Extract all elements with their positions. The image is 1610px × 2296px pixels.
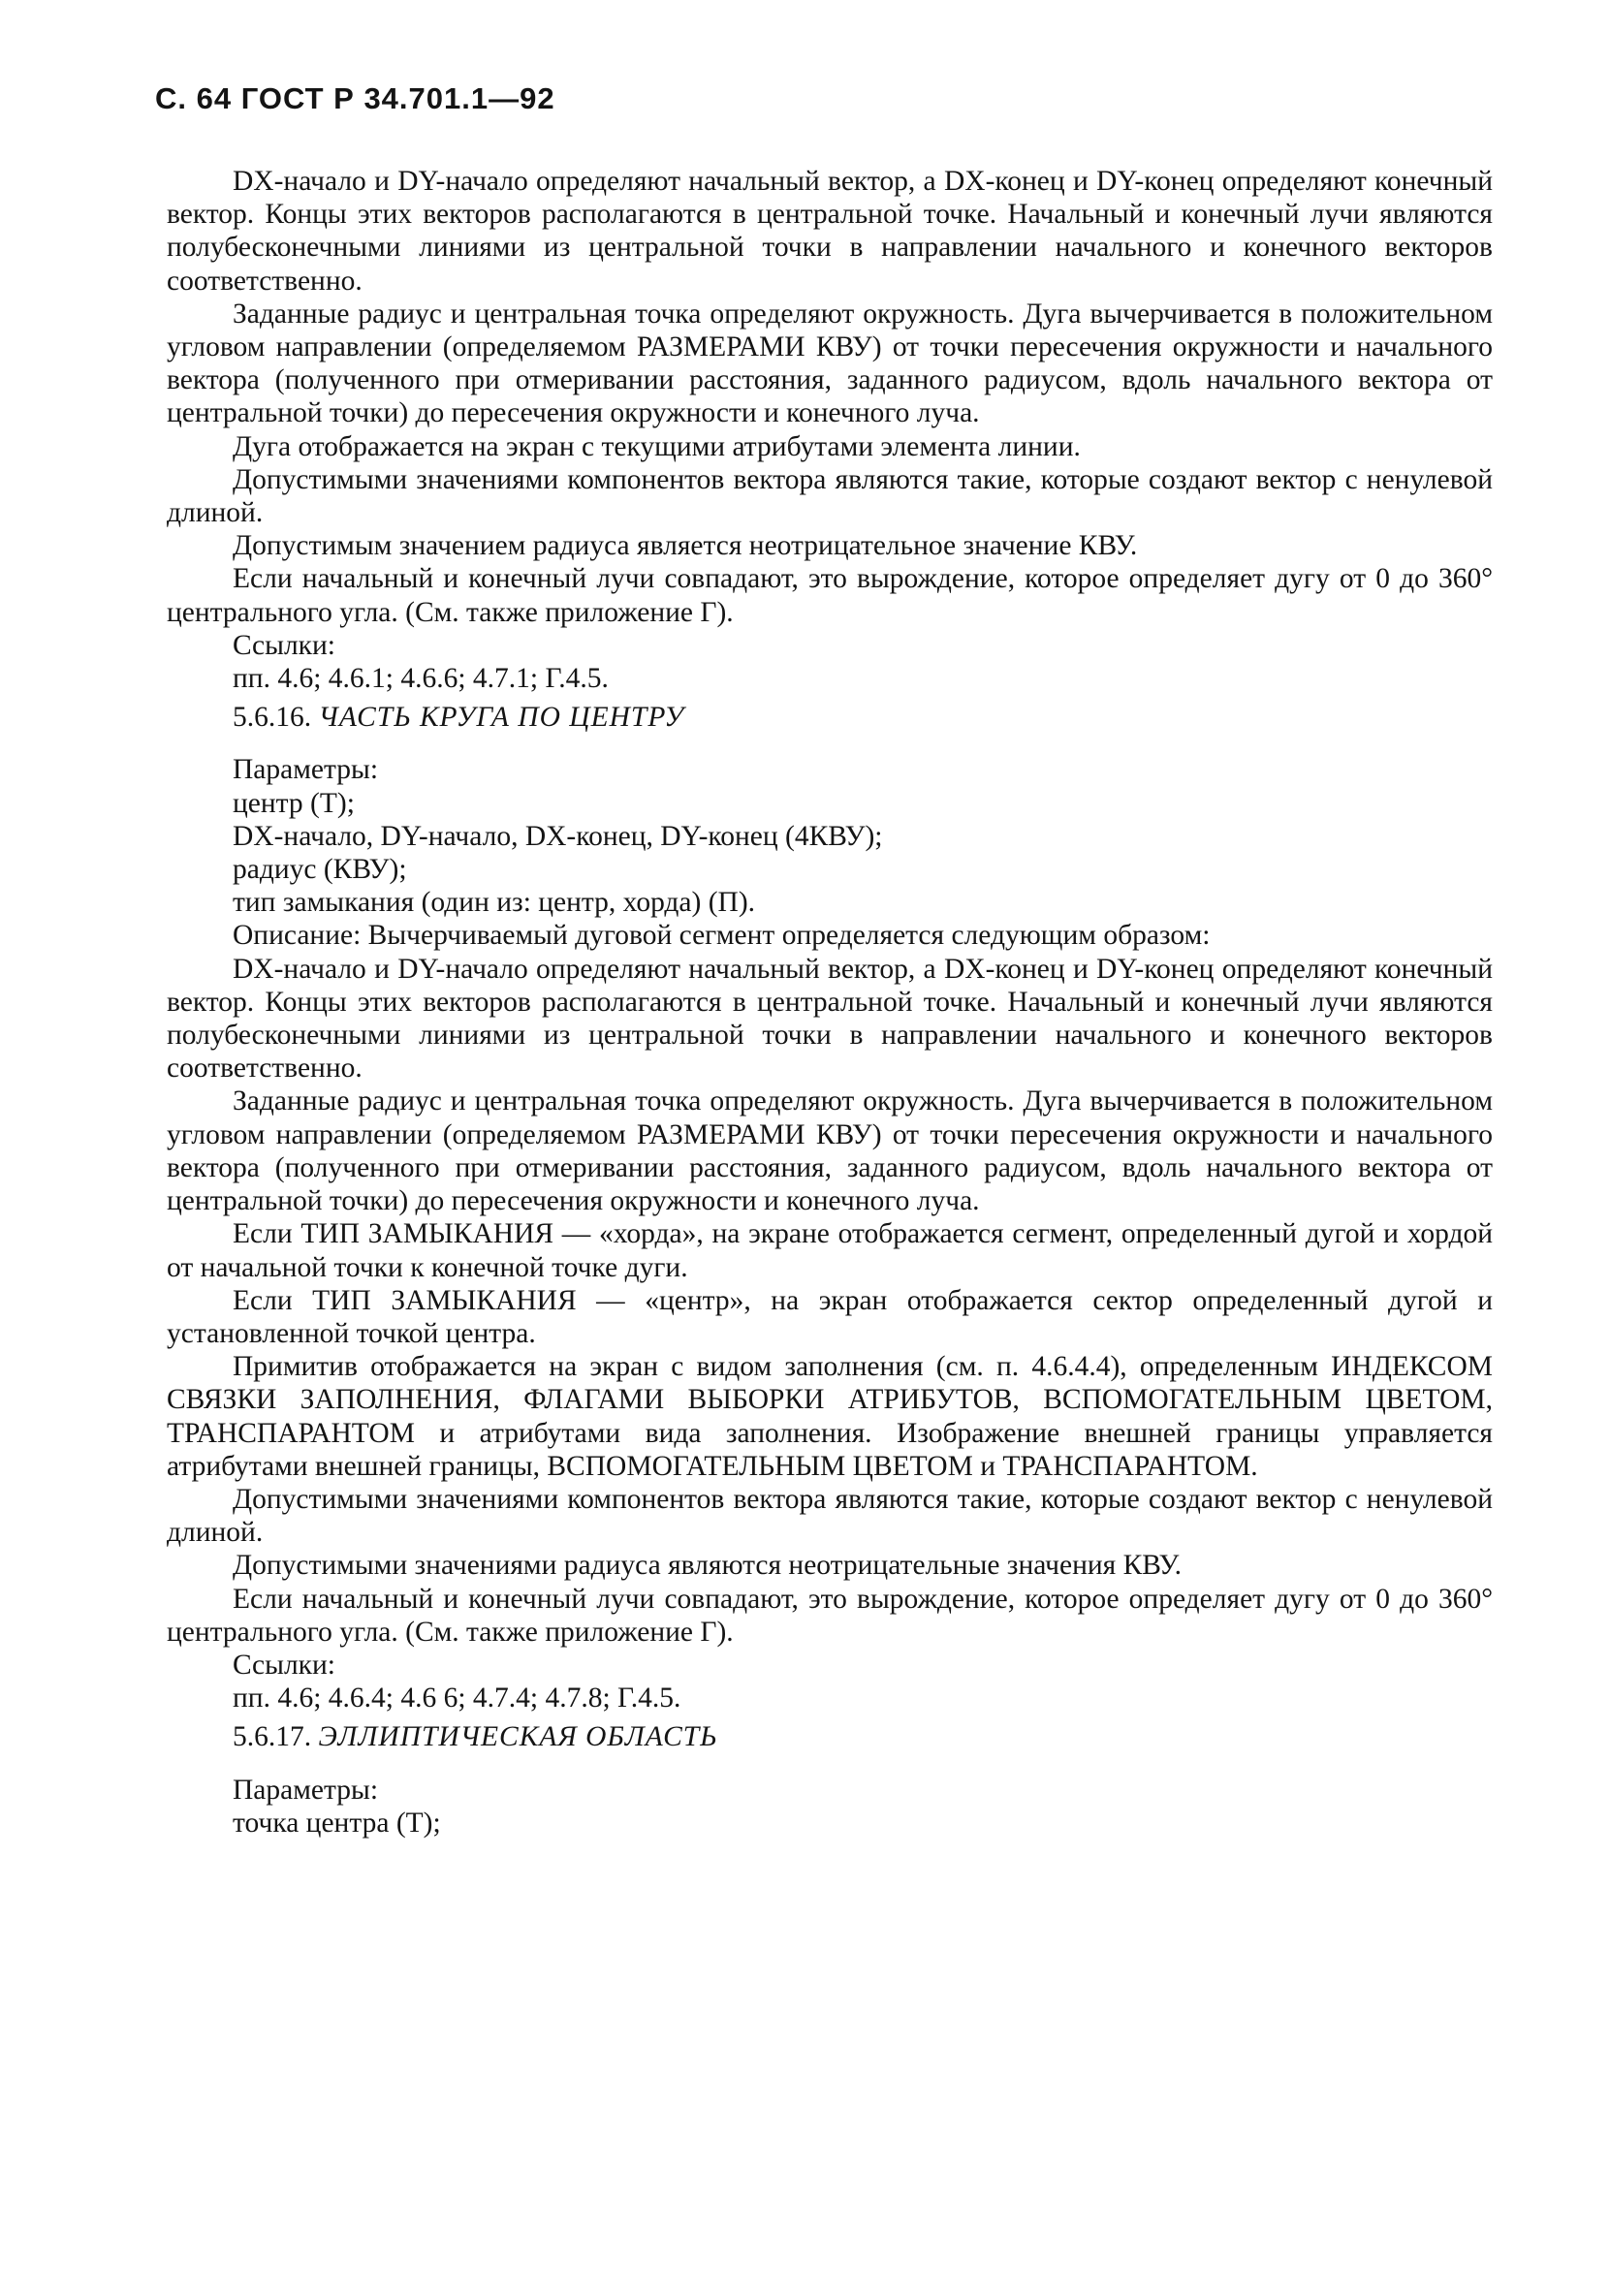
paragraph: Допустимыми значениями компонентов вектора являются такие, которые создают вектор с ненулевой длиной. [167, 463, 1493, 529]
parameters-label: Параметры: [233, 754, 379, 786]
references-list: пп. 4.6; 4.6.1; 4.6.6; 4.7.1; Г.4.5. [233, 663, 609, 695]
parameter-item: тип замыкания (один из: центр, хорда) (П). [233, 887, 756, 919]
section-number: 5.6.16. [233, 702, 312, 734]
paragraph: Если начальный и конечный лучи совпадают, это вырождение, которое определяет дугу от 0 до 360° центрального угла. (См. также приложение Г). [167, 563, 1493, 628]
paragraph: Допустимыми значениями компонентов вектора являются такие, которые создают вектор с ненулевой длиной. [167, 1483, 1493, 1549]
references-list: пп. 4.6; 4.6.4; 4.6 6; 4.7.4; 4.7.8; Г.4.5. [233, 1683, 681, 1714]
parameters-label: Параметры: [233, 1774, 379, 1806]
paragraph: Заданные радиус и центральная точка определяют окружность. Дуга вычерчивается в положительном угловом направлении (определяемом РАЗМЕРАМИ КВУ) от точки пересечения окружности и начального вектора (полученного при отмеривании расстояния, заданного радиусом, вдоль начального вектора от центральной точки) до пересечения окружности и конечного луча. [167, 298, 1493, 429]
section-title: ЭЛЛИПТИЧЕСКАЯ ОБЛАСТЬ [318, 1721, 718, 1753]
description-paragraph: Описание: Вычерчиваемый дуговой сегмент определяется следующим образом: [233, 920, 1211, 952]
page-header: С. 64 ГОСТ Р 34.701.1—92 [155, 81, 555, 115]
paragraph: DX-начало и DY-начало определяют начальный вектор, а DX-конец и DY-конец определяют конечный вектор. Концы этих векторов располагаются в центральной точке. Начальный и конечный лучи являются полубесконечными линиями из центральной точки в направлении начального и конечного векторов соответственно. [167, 166, 1493, 297]
paragraph: DX-начало и DY-начало определяют начальный вектор, а DX-конец и DY-конец определяют конечный вектор. Концы этих векторов располагаются в центральной точке. Начальный и конечный лучи являются полубесконечными линиями из центральной точки в направлении начального и конечного векторов соответственно. [167, 953, 1493, 1085]
section-heading [167, 1720, 1493, 1753]
section-heading [167, 701, 1493, 734]
paragraph: Если ТИП ЗАМЫКАНИЯ — «хорда», на экране отображается сегмент, определенный дугой и хордой от начальной точки к конечной точке дуги. [167, 1218, 1493, 1283]
paragraph: Заданные радиус и центральная точка определяют окружность. Дуга вычерчивается в положительном угловом направлении (определяемом РАЗМЕРАМИ КВУ) от точки пересечения окружности и начального вектора (полученного при отмеривании расстояния, заданного радиусом, вдоль начального вектора от центральной точки) до пересечения окружности и конечного луча. [167, 1085, 1493, 1217]
parameter-item: DX-начало, DY-начало, DX-конец, DY-конец (4КВУ); [233, 820, 883, 852]
paragraph: Дуга отображается на экран с текущими атрибутами элемента линии. [233, 430, 1081, 462]
section-title: ЧАСТЬ КРУГА ПО ЦЕНТРУ [318, 702, 685, 734]
parameter-item: центр (Т); [233, 787, 355, 819]
parameter-item: радиус (КВУ); [233, 854, 407, 886]
parameter-item: точка центра (Т); [233, 1807, 441, 1839]
paragraph: Допустимыми значениями радиуса являются неотрицательные значения КВУ. [233, 1550, 1183, 1582]
paragraph: Если начальный и конечный лучи совпадают, это вырождение, которое определяет дугу от 0 до 360° центрального угла. (См. также приложение Г). [167, 1583, 1493, 1648]
references-label: Ссылки: [233, 629, 335, 661]
document-body [167, 165, 1493, 1840]
paragraph: Примитив отображается на экран с видом заполнения (см. п. 4.6.4.4), определенным ИНДЕКСОМ СВЯЗКИ ЗАПОЛНЕНИЯ, ФЛАГАМИ ВЫБОРКИ АТРИБУТОВ, ВСПОМОГАТЕЛЬНЫМ ЦВЕТОМ, ТРАНСПАРАНТОМ и атрибутами вида заполнения. Изображение внешней границы управляется атрибутами внешней границы, ВСПОМОГАТЕЛЬНЫМ ЦВЕТОМ и ТРАНСПАРАНТОМ. [167, 1351, 1493, 1482]
paragraph: Если ТИП ЗАМЫКАНИЯ — «центр», на экран отображается сектор определенный дугой и установленной точкой центра. [167, 1284, 1493, 1349]
section-number: 5.6.17. [233, 1721, 312, 1753]
paragraph: Допустимым значением радиуса является неотрицательное значение КВУ. [233, 530, 1138, 562]
references-label: Ссылки: [233, 1649, 335, 1681]
